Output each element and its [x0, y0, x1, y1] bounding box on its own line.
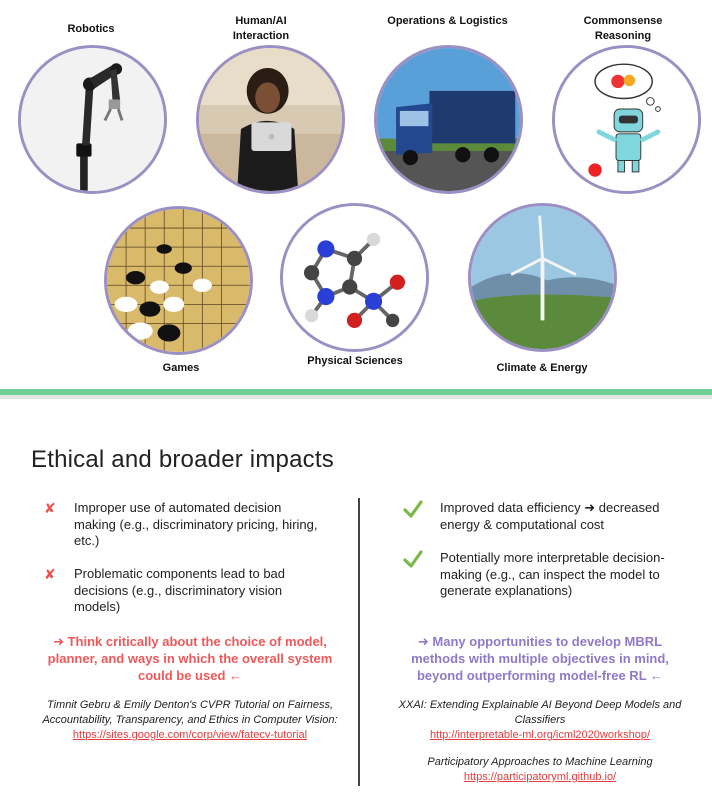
commonsense-image: [552, 45, 701, 194]
left-bullet-1: Improper use of automated decision making (e.g., discriminatory pricing, hiring, etc.): [74, 500, 318, 548]
right-bullet-1: Improved data efficiency ➜ decreased energy & computational cost: [440, 500, 660, 532]
physical-sciences-image: [280, 203, 429, 352]
right-reference-1: [396, 698, 684, 743]
topic-label-games: Games: [162, 362, 200, 374]
climate-energy-image: [468, 203, 617, 352]
operations-image: [374, 45, 523, 194]
right-bullet-2: Potentially more interpretable decision-making (e.g., can inspect the model to generate explanations): [440, 550, 665, 598]
topic-label-human-ai: Human/AI Interaction: [232, 15, 290, 42]
robotics-image: [18, 45, 167, 194]
games-image: [104, 206, 253, 355]
right-reference-1-text: XXAI: Extending Explainable AI Beyond Deep Models and Classifiers: [398, 699, 682, 726]
left-reference-link[interactable]: https://sites.google.com/corp/view/fatecv-tutorial: [72, 729, 308, 741]
right-reference-1-link[interactable]: http://interpretable-ml.org/icml2020workshop/: [429, 729, 651, 741]
human-ai-image: [196, 45, 345, 194]
topic-label-robotics: Robotics: [67, 23, 115, 35]
x-mark-icon: ✘: [44, 500, 56, 516]
section-divider-shadow: [0, 395, 712, 399]
left-reference: [38, 698, 342, 743]
topic-label-operations: Operations & Logistics: [387, 15, 508, 27]
left-reference-text: Timnit Gebru & Emily Denton's CVPR Tutorial on Fairness, Accountability, Transparency, and Ethics in Computer Vision:: [42, 699, 338, 726]
topic-label-climate: Climate & Energy: [496, 362, 588, 374]
right-reference-2-link[interactable]: https://participatoryml.github.io/: [463, 771, 617, 783]
topic-label-commonsense: Commonsense Reasoning: [583, 15, 663, 42]
right-reference-2-text: Participatory Approaches to Machine Learning: [427, 756, 653, 768]
right-reference-2: [396, 755, 684, 785]
left-callout: ➜ Think critically about the choice of model, planner, and ways in which the overall system could be used ←: [47, 634, 333, 683]
check-icon: [403, 499, 423, 519]
column-divider: [358, 498, 360, 786]
topic-label-physical: Physical Sciences: [307, 355, 403, 367]
left-bullet-2: Problematic components lead to bad decisions (e.g., discriminatory vision models): [74, 566, 286, 614]
right-callout: ➜ Many opportunities to develop MBRL methods with multiple objectives in mind, beyond outperforming model-free RL ←: [411, 634, 669, 683]
check-icon: [403, 549, 423, 569]
section-title: Ethical and broader impacts: [31, 446, 334, 473]
x-mark-icon: ✘: [44, 566, 56, 582]
